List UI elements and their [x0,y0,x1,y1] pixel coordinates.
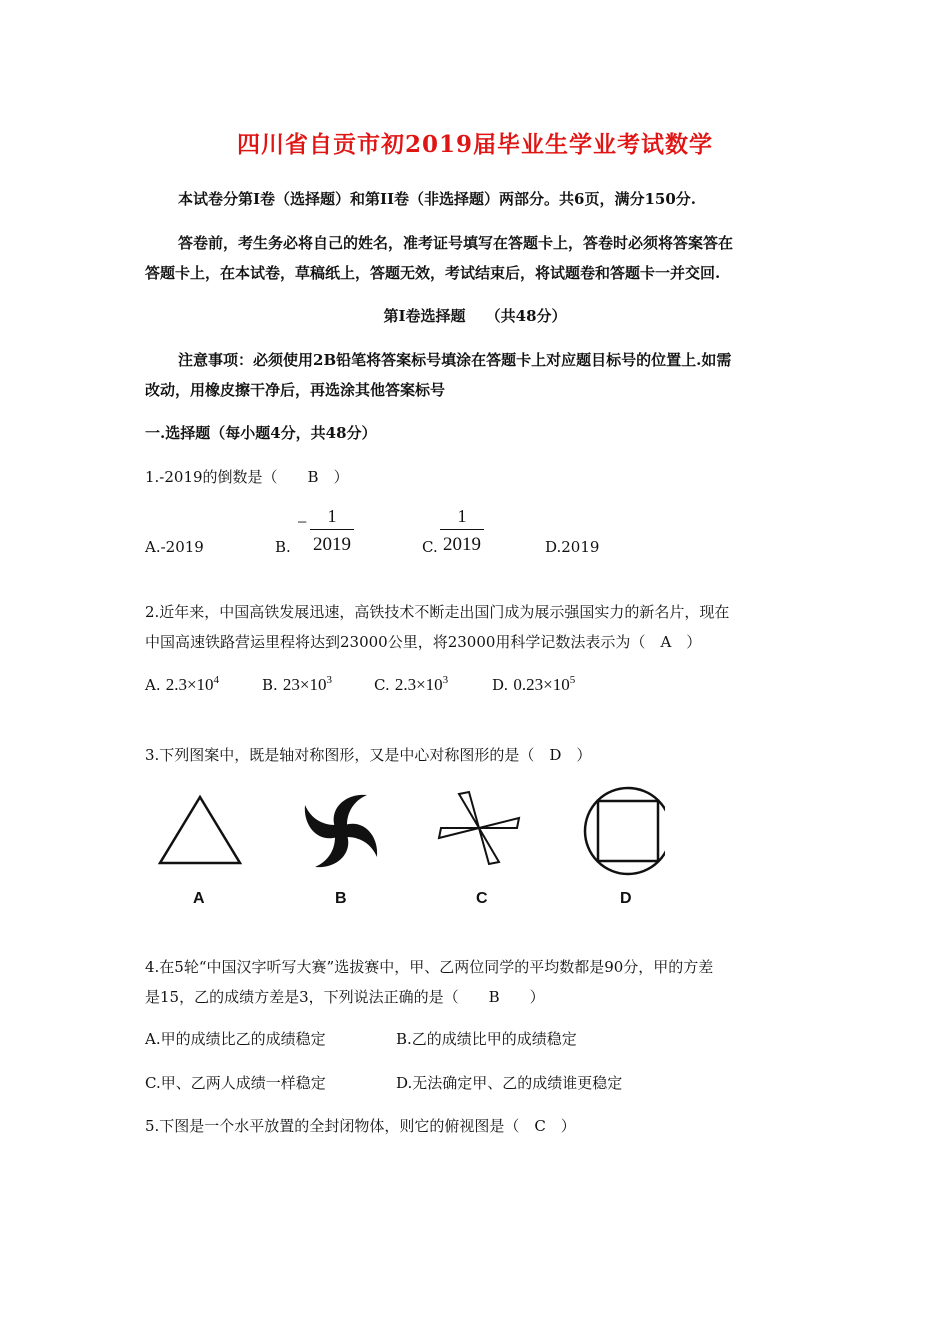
notice1-line1: 答卷前，考生务必将自己的姓名，准考证号填写在答题卡上，答卷时必须将答案答在 [178,234,734,252]
q1-option-c-fraction [440,506,484,556]
q1-option-b-sign: − [297,512,308,532]
q2-b-exp: 3 [326,674,332,686]
q1-b-denominator: 2019 [313,534,351,555]
part1-heading: 一.选择题（每小题4分，共48分） [145,424,377,442]
notice2-line1: 注意事项：必须使用2B铅笔将答案标号填涂在答题卡上对应题目标号的位置上.如需 [178,351,732,369]
section1-title: 第Ⅰ卷选择题 （共48分） [383,307,567,325]
q1-option-a: A.-2019 [145,538,204,556]
q2-b-value [283,675,332,694]
q2-d-exp: 5 [569,674,576,686]
q4-option-d: D.无法确定甲、乙的成绩谁更稳定 [396,1074,623,1092]
q2-option-d [492,674,575,695]
q3-figures [145,782,665,912]
q2-b-label: B. [262,676,278,694]
q4-line1: 4.在5轮“中国汉字听写大赛”选拔赛中，甲、乙两位同学的平均数都是90分，甲的方差 [145,958,714,976]
q1-option-d: D.2019 [545,538,600,556]
q1-c-denominator: 2019 [443,534,481,555]
q2-c-label: C. [374,676,390,694]
notice1-line2: 答题卡上，在本试卷，草稿纸上，答题无效，考试结束后，将试题卷和答题卡一并交回. [145,264,721,282]
figure-b-pinwheel [305,795,377,867]
q4-option-c: C.甲、乙两人成绩一样稳定 [145,1074,326,1092]
q1-option-b-label: B. [275,538,291,556]
q2-line1: 2.近年来，中国高铁发展迅速，高铁技术不断走出国门成为展示强国实力的新名片，现在 [145,603,730,621]
q3-label-a: A [193,890,205,907]
figure-a-triangle [160,797,240,863]
figure-d-circle-square [585,788,665,874]
q3-label-d: D [620,890,632,907]
q1-c-numerator: 1 [457,506,467,526]
q2-option-a [145,674,219,695]
q2-a-base: 2.3×10 [165,675,214,694]
q4-line2: 是15，乙的成绩方差是3，下列说法正确的是（ B ） [145,988,545,1006]
q2-b-base: 23×10 [282,675,327,694]
q2-c-value [395,675,448,694]
q2-a-value [166,675,219,694]
q3-stem: 3.下列图案中，既是轴对称图形，又是中心对称图形的是（ D ） [145,746,592,764]
q2-d-label: D. [492,676,509,694]
q2-option-c [374,674,448,695]
q1-option-c-label: C. [422,538,438,556]
q2-a-exp: 4 [213,674,220,686]
q5-stem: 5.下图是一个水平放置的全封闭物体，则它的俯视图是（ C ） [145,1117,576,1135]
q2-c-exp: 3 [442,674,449,686]
q1-stem: 1.-2019的倒数是（ B ） [145,468,349,486]
q2-c-base: 2.3×10 [394,675,443,694]
q2-a-label: A. [145,676,161,694]
notice2-line2: 改动，用橡皮擦干净后，再选涂其他答案标号 [145,381,446,399]
q4-option-a: A.甲的成绩比乙的成绩稳定 [145,1030,326,1048]
fraction-bar [310,529,354,530]
intro-text: 本试卷分第Ⅰ卷（选择题）和第II卷（非选择题）两部分。共6页，满分150分. [178,190,697,208]
q3-label-b: B [335,890,347,907]
fraction-bar [440,529,484,530]
q1-b-numerator: 1 [327,506,337,526]
q1-option-b-fraction [310,506,354,556]
q4-option-b: B.乙的成绩比甲的成绩稳定 [396,1030,577,1048]
q2-d-base: 0.23×10 [513,675,570,694]
figure-c-triangles [439,792,519,864]
q2-d-value [513,675,575,694]
q2-option-b [262,674,332,695]
q2-line2: 中国高速铁路营运里程将达到23000公里，将23000用科学记数法表示为（ A ） [145,633,702,651]
exam-title: 四川省自贡市初2019届毕业生学业考试数学 [236,131,713,158]
q3-label-c: C [476,890,488,907]
